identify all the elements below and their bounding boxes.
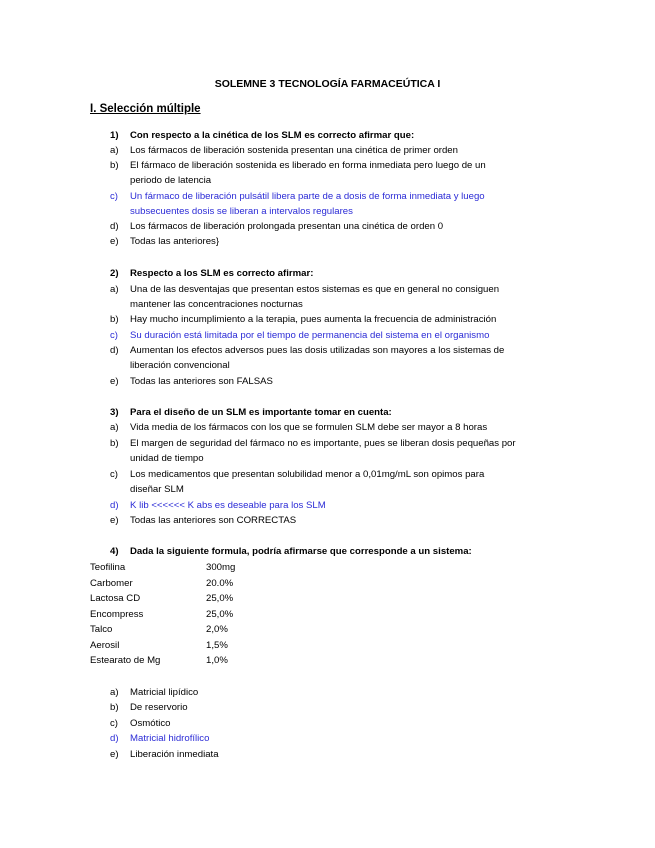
q4-option-b: b) De reservorio	[110, 702, 188, 713]
ingredient-name: Estearato de Mg	[90, 655, 161, 666]
ingredient-name: Carbomer	[90, 578, 133, 589]
question-4	[110, 546, 472, 558]
ingredient-value: 25,0%	[206, 609, 234, 620]
q4-option-d-correct: d) Matricial hidrofílico	[110, 733, 210, 744]
question-number: 2)	[110, 268, 119, 279]
q2-option-d: d) Aumentan los efectos adversos pues las dosis utilizadas son mayores a los sistemas de	[110, 345, 505, 356]
question-text: Para el diseño de un SLM es importante tomar en cuenta:	[130, 407, 392, 418]
ingredient-name: Talco	[90, 624, 113, 635]
ingredient-value: 1,5%	[206, 640, 228, 651]
question-text: Con respecto a la cinética de los SLM es correcto afirmar que:	[130, 130, 415, 141]
question-3	[110, 407, 392, 419]
q3-option-a: a) Vida media de los fármacos con los que se formulen SLM debe ser mayor a 8 horas	[110, 422, 488, 433]
q3-option-b-cont: unidad de tiempo	[130, 453, 204, 464]
q2-option-e: e) Todas las anteriores son FALSAS	[110, 376, 273, 387]
q2-option-c-correct: c) Su duración está limitada por el tiempo de permanencia del sistema en el organismo	[110, 330, 490, 341]
question-1	[110, 130, 414, 142]
document-title: SOLEMNE 3 TECNOLOGÍA FARMACEÚTICA I	[214, 78, 441, 90]
q3-option-c: c) Los medicamentos que presentan solubilidad menor a 0,01mg/mL son opimos para	[110, 469, 485, 480]
ingredient-value: 300mg	[206, 562, 236, 573]
q3-option-e: e) Todas las anteriores son CORRECTAS	[110, 515, 297, 526]
q2-option-a: a) Una de las desventajas que presentan estos sistemas es que en general no consiguen	[110, 284, 500, 295]
ingredient-name: Encompress	[90, 609, 144, 620]
ingredient-name: Aerosil	[90, 640, 120, 651]
section-heading: I. Selección múltiple	[90, 103, 201, 115]
q1-option-e: e) Todas las anteriores}	[110, 236, 220, 247]
q3-option-c-cont: diseñar SLM	[130, 484, 184, 495]
q1-option-c-cont: subsecuentes dosis se liberan a intervalos regulares	[130, 206, 353, 217]
q4-option-e: e) Liberación inmediata	[110, 749, 219, 760]
q1-option-b-cont: periodo de latencia	[130, 175, 212, 186]
ingredient-name: Lactosa CD	[90, 593, 141, 604]
ingredient-value: 20.0%	[206, 578, 234, 589]
question-number: 3)	[110, 407, 119, 418]
question-text: Respecto a los SLM es correcto afirmar:	[130, 268, 314, 279]
q2-option-d-cont: liberación convencional	[130, 360, 230, 371]
q1-option-c-correct: c) Un fármaco de liberación pulsátil libera parte de a dosis de forma inmediata y luego	[110, 191, 485, 202]
ingredient-value: 1,0%	[206, 655, 228, 666]
question-text: Dada la siguiente formula, podría afirmarse que corresponde a un sistema:	[130, 546, 472, 557]
q1-option-d: d) Los fármacos de liberación prolongada presentan una cinética de orden 0	[110, 221, 444, 232]
q2-option-a-cont: mantener las concentraciones nocturnas	[130, 299, 303, 310]
question-2	[110, 268, 313, 280]
q1-option-b: b) El fármaco de liberación sostenida es liberado en forma inmediata pero luego de un	[110, 160, 486, 171]
ingredient-name: Teofilina	[90, 562, 126, 573]
ingredient-value: 25,0%	[206, 593, 234, 604]
ingredient-value: 2,0%	[206, 624, 228, 635]
q3-option-d-correct: d) K lib <<<<<< K abs es deseable para los SLM	[110, 500, 326, 511]
q4-option-a: a) Matricial lipídico	[110, 687, 199, 698]
question-number: 1)	[110, 130, 119, 141]
q3-option-b: b) El margen de seguridad del fármaco no es importante, pues se liberan dosis pequeñas por	[110, 438, 516, 449]
q4-option-c: c) Osmótico	[110, 718, 171, 729]
q1-option-a: a) Los fármacos de liberación sostenida presentan una cinética de primer orden	[110, 145, 458, 156]
question-number: 4)	[110, 546, 119, 557]
q2-option-b: b) Hay mucho incumplimiento a la terapia, pues aumenta la frecuencia de administración	[110, 314, 497, 325]
